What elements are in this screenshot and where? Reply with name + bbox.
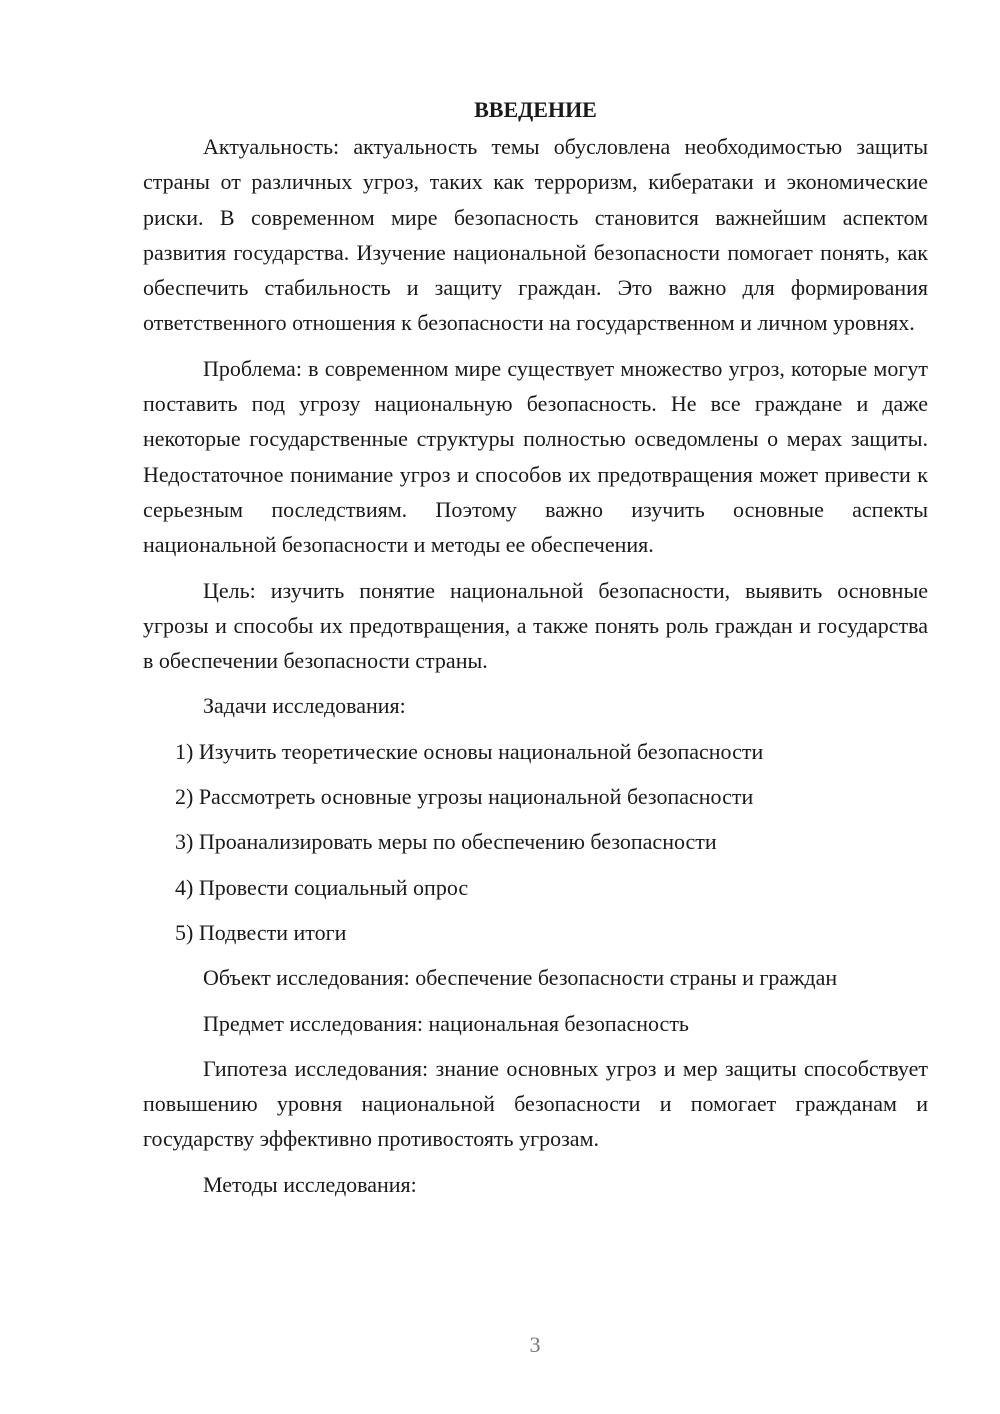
subject-paragraph: Предмет исследования: национальная безопасность [203, 1010, 689, 1036]
goal-paragraph: Цель: изучить понятие национальной безопасности, выявить основные угрозы и способы их предотвращения, а также понять роль граждан и государства в обеспечении безопасности страны. [143, 577, 928, 674]
list-item: 2) Рассмотреть основные угрозы национальной безопасности [175, 784, 754, 810]
list-item: 5) Подвести итоги [175, 919, 347, 945]
list-item: 4) Провести социальный опрос [175, 874, 469, 900]
relevance-paragraph: Актуальность: актуальность темы обусловлена необходимостью защиты страны от различных угроз, таких как терроризм, кибератаки и экономические риски. В современном мире безопасность становится важнейшим аспектом развития государства. Изучение национальной безопасности помогает понять, как обеспечить стабильность и защиту граждан. Это важно для формирования ответственного отношения к безопасности на государственном и личном уровнях. [143, 134, 928, 336]
tasks-list [143, 734, 928, 950]
document-body [143, 92, 928, 1212]
list-item: 1) Изучить теоретические основы национальной безопасности [175, 738, 764, 764]
methods-paragraph: Методы исследования: [203, 1171, 417, 1197]
list-item: 3) Проанализировать меры по обеспечению безопасности [175, 829, 717, 855]
problem-paragraph: Проблема: в современном мире существует множество угроз, которые могут поставить под угрозу национальную безопасность. Не все граждане и даже некоторые государственные структуры полностью осведомлены о мерах защиты. Недостаточное понимание угроз и способов их предотвращения может привести к серьезным последствиям. Поэтому важно изучить основные аспекты национальной безопасности и методы ее обеспечения. [143, 355, 928, 558]
section-heading: ВВЕДЕНИЕ [474, 97, 597, 122]
page-number: 3 [529, 1332, 541, 1357]
object-paragraph: Объект исследования: обеспечение безопасности страны и граждан [203, 965, 838, 991]
tasks-intro: Задачи исследования: [203, 693, 406, 719]
hypothesis-paragraph: Гипотеза исследования: знание основных угроз и мер защиты способствует повышению уровня национальной безопасности и помогает гражданам и государству эффективно противостоять угрозам. [143, 1055, 928, 1152]
